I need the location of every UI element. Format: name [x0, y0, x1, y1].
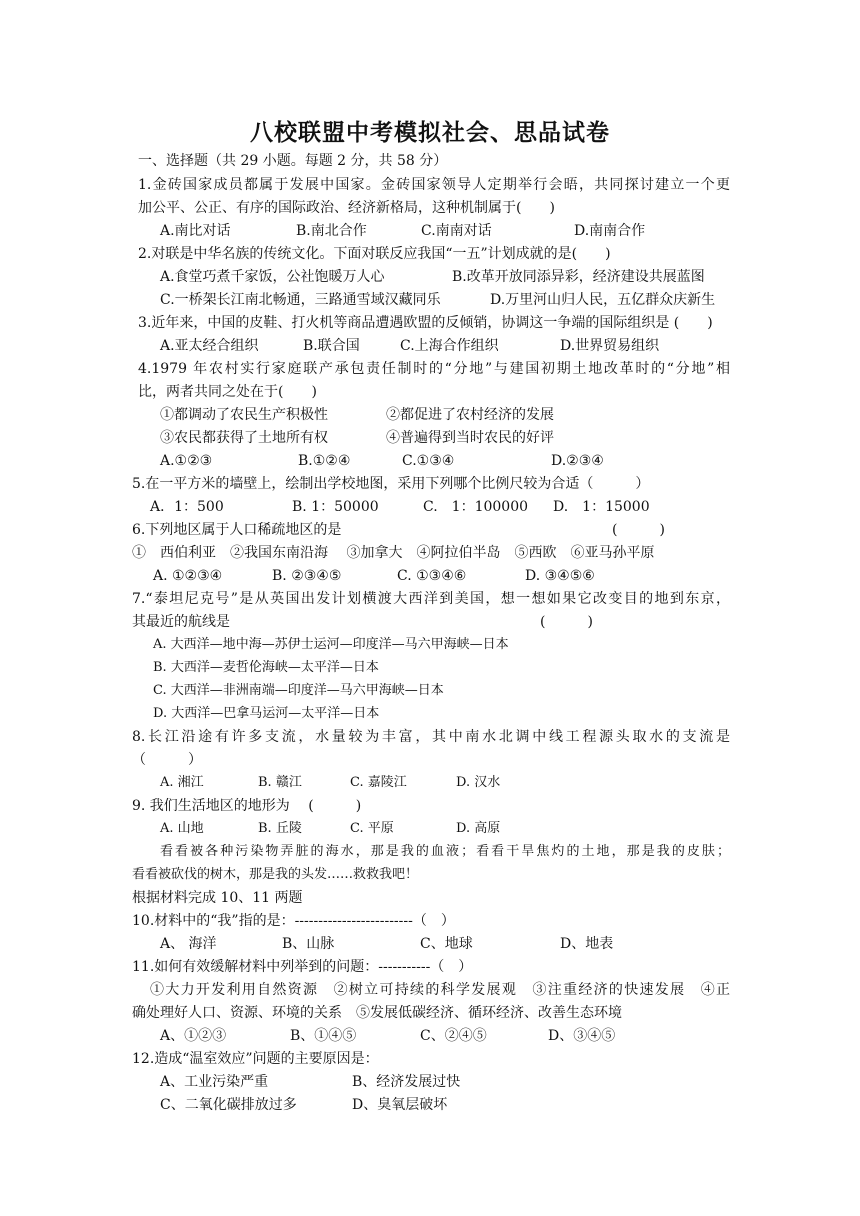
question-3-option-b: B.联合国 — [303, 338, 360, 354]
question-3-line-1: 3.近年来，中国的皮鞋、打火机等商品遭遇欧盟的反倾销，协调这一争端的国际组织是 ( ) — [138, 315, 713, 331]
question-8-option-b: B. 赣江 — [258, 775, 302, 790]
question-6-option-c: C. ①③④⑥ — [397, 568, 467, 584]
question-4-statement-3: ③农民都获得了土地所有权 — [160, 430, 328, 446]
question-2-line-1: 2.对联是中华名族的传统文化。下面对联反应我国“一五”计划成就的是( ) — [138, 246, 611, 262]
question-7-option-b: B. 大西洋—麦哲伦海峡—太平洋—日本 — [153, 660, 379, 675]
question-4-line-1: 4.1979 年农村实行家庭联产承包责任制时的“分地”与建国初期土地改革时的“分地”相 — [138, 361, 730, 377]
question-1-option-c: C.南南对话 — [421, 223, 492, 239]
question-8-line-2: （ ） — [132, 752, 202, 768]
page-title: 八校联盟中考模拟社会、思品试卷 — [250, 119, 610, 146]
question-2-option-c: C.一桥架长江南北畅通，三路通雪域汉藏同乐 — [160, 292, 441, 308]
question-5-option-d: D. 1：15000 — [553, 499, 650, 515]
question-5-option-a: A．1：500 — [150, 499, 224, 515]
section-heading: 一、选择题（共 29 小题。每题 2 分，共 58 分） — [138, 153, 448, 169]
question-11-option-c: C、②④⑤ — [420, 1028, 487, 1044]
question-6-answer-paren: ( ) — [612, 522, 665, 538]
question-3-option-c: C.上海合作组织 — [400, 338, 499, 354]
question-9-option-b: B. 丘陵 — [258, 821, 302, 836]
material-instruction: 根据材料完成 10、11 两题 — [132, 890, 303, 906]
question-7-answer-paren: ( ) — [540, 614, 593, 630]
question-8-option-a: A. 湘江 — [160, 775, 204, 790]
question-4-statement-4: ④普遍得到当时农民的好评 — [386, 430, 554, 446]
question-9-option-a: A. 山地 — [160, 821, 204, 836]
question-4-statement-1: ①都调动了农民生产积极性 — [160, 407, 328, 423]
question-4-option-b: B.①②④ — [298, 453, 351, 469]
question-6-option-a: A. ①②③④ — [153, 568, 223, 584]
question-12-option-b: B、经济发展过快 — [352, 1074, 461, 1090]
question-3-option-d: D.世界贸易组织 — [560, 338, 660, 354]
question-1-option-d: D.南南合作 — [574, 223, 646, 239]
question-12-line-1: 12.造成“温室效应”问题的主要原因是： — [132, 1051, 379, 1067]
question-10-option-d: D、地表 — [560, 936, 614, 952]
question-3-option-a: A.亚太经合组织 — [160, 338, 259, 354]
question-6-line-1: 6.下列地区属于人口稀疏地区的是 — [132, 522, 342, 538]
question-10-line-1: 10.材料中的“我”指的是：-------------------------（ ） — [132, 913, 455, 929]
question-10-option-b: B、山脉 — [282, 936, 335, 952]
material-line-1: 看看被各种污染物弄脏的海水，那是我的血液；看看干旱焦灼的土地，那是我的皮肤； — [160, 844, 730, 859]
question-11-line-2: ①大力开发利用自然资源 ②树立可持续的科学发展观 ③注重经济的快速发展 ④正 — [150, 982, 730, 998]
question-1-option-a: A.南比对话 — [160, 223, 231, 239]
question-5-option-b: B. 1：50000 — [292, 499, 379, 515]
question-10-option-c: C、地球 — [420, 936, 473, 952]
question-7-option-a: A. 大西洋—地中海—苏伊士运河—印度洋—马六甲海峡—日本 — [153, 637, 509, 652]
question-11-option-a: A、①②③ — [160, 1028, 227, 1044]
question-12-option-c: C、二氧化碳排放过多 — [160, 1097, 297, 1113]
question-5-option-c: C. 1：100000 — [423, 499, 529, 515]
question-9-option-c: C. 平原 — [350, 821, 394, 836]
question-10-option-a: A、 海洋 — [160, 936, 217, 952]
question-11-option-b: B、①④⑤ — [290, 1028, 357, 1044]
question-4-option-c: C.①③④ — [402, 453, 455, 469]
question-7-option-d: D. 大西洋—巴拿马运河—太平洋—日本 — [153, 706, 380, 721]
question-1-option-b: B.南北合作 — [296, 223, 367, 239]
question-11-line-1: 11.如何有效缓解材料中列举到的问题：-----------（ ） — [132, 959, 473, 975]
question-2-option-a: A.食堂巧煮千家饭，公社饱暖万人心 — [160, 269, 385, 285]
question-7-option-c: C. 大西洋—非洲南端—印度洋—马六甲海峡—日本 — [153, 683, 444, 698]
question-4-line-2: 比，两者共同之处在于( ) — [138, 384, 317, 400]
question-1-line-2: 加公平、公正、有序的国际政治、经济新格局，这种机制属于( ) — [138, 200, 555, 216]
question-9-line-1: 9. 我们生活地区的地形为 ( ) — [132, 798, 362, 814]
question-4-option-d: D.②③④ — [551, 453, 604, 469]
question-6-option-d: D. ③④⑤⑥ — [525, 568, 595, 584]
question-1-line-1: 1.金砖国家成员都属于发展中国家。金砖国家领导人定期举行会晤，共同探讨建立一个更 — [138, 177, 730, 193]
question-6-option-b: B. ②③④⑤ — [272, 568, 342, 584]
question-9-option-d: D. 高原 — [456, 821, 501, 836]
question-7-line-2: 其最近的航线是 — [132, 614, 230, 630]
material-line-2: 看看被砍伐的树木，那是我的头发……救救我吧！ — [132, 867, 419, 882]
question-4-option-a: A.①②③ — [160, 453, 213, 469]
question-12-option-a: A、工业污染严重 — [160, 1074, 269, 1090]
question-8-option-c: C. 嘉陵江 — [350, 775, 407, 790]
question-8-line-1: 8.长江沿途有许多支流，水量较为丰富，其中南水北调中线工程源头取水的支流是 — [132, 729, 730, 745]
question-2-option-d: D.万里河山归人民，五亿群众庆新生 — [490, 292, 716, 308]
question-11-option-d: D、③④⑤ — [548, 1028, 616, 1044]
question-11-line-3: 确处理好人口、资源、环境的关系 ⑤发展低碳经济、循环经济、改善生态环境 — [132, 1005, 622, 1021]
question-7-line-1: 7.“泰坦尼克号”是从英国出发计划横渡大西洋到美国，想一想如果它改变目的地到东京， — [132, 591, 730, 607]
question-4-statement-2: ②都促进了农村经济的发展 — [386, 407, 554, 423]
question-8-option-d: D. 汉水 — [456, 775, 501, 790]
question-2-option-b: B.改革开放同添异彩，经济建设共展蓝图 — [452, 269, 705, 285]
question-5-line-1: 5.在一平方米的墙壁上，绘制出学校地图，采用下列哪个比例尺较为合适（ ） — [132, 476, 650, 492]
question-6-statements: ① 西伯利亚 ②我国东南沿海 ③加拿大 ④阿拉伯半岛 ⑤西欧 ⑥亚马孙平原 — [132, 545, 655, 561]
question-12-option-d: D、臭氧层破坏 — [352, 1097, 448, 1113]
